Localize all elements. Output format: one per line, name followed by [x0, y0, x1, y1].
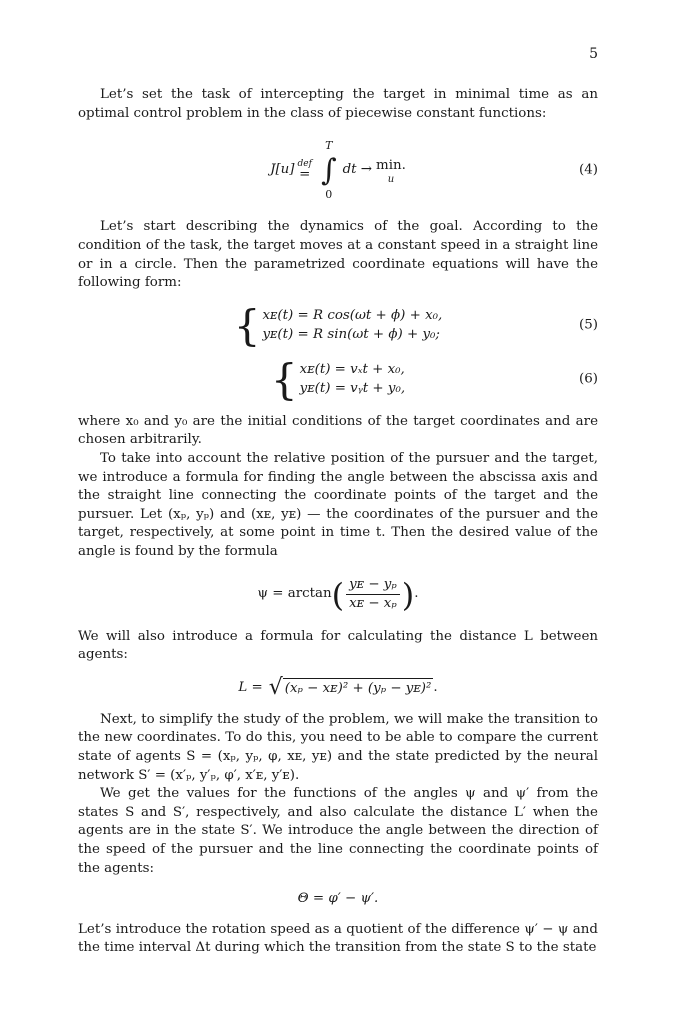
dist-lhs: L = [238, 679, 263, 695]
paragraph: Let’s introduce the rotation speed as a quotient of the difference ψ′ − ψ and the time interval Δt during which the transition from the state S to the state [78, 921, 598, 956]
min-operator: min. u [376, 158, 406, 186]
equation-distance: L = √ (xₚ − xᴇ)² + (yₚ − yᴇ)² . [238, 674, 438, 700]
eq6-line1: xᴇ(t) = vₓt + x₀, [299, 362, 405, 378]
left-brace: { [270, 354, 298, 404]
equation-4 [78, 137, 598, 204]
equation-number: (5) [579, 317, 598, 333]
paragraph: Let’s start describing the dynamics of the goal. According to the condition of the task, the target moves at a constant speed in a straight line or in a circle. Then the parametrized coordinate equations will have the following form: [78, 219, 598, 291]
eq5-line2: yᴇ(t) = R sin(ωt + ϕ) + y₀; [262, 326, 440, 342]
equation-6 [78, 354, 598, 404]
eq4-lhs: J[u] [270, 162, 295, 178]
equation-number: (6) [579, 371, 598, 387]
eq5-line1: xᴇ(t) = R cos(ωt + ϕ) + x₀, [262, 308, 443, 324]
eq4-body: dt → [342, 162, 373, 178]
paragraph: Next, to simplify the study of the problem, we will make the transition to the new coordinates. To do this, you need to be able to compare the current state of agents S = (xₚ, yₚ, φ, xᴇ, yᴇ) and the state predicted by the neural network S′ = (x′ₚ, y′ₚ, φ′, x′ᴇ, y′ᴇ). [78, 711, 598, 783]
equation-number: (4) [579, 162, 598, 178]
paragraph: To take into account the relative position of the pursuer and the target, we introduce a formula for finding the angle between the abscissa axis and the straight line connecting the coordinate points of the target and the pursuer. Let (xₚ, yₚ) and (xᴇ, yᴇ) — the coordinates of the pursuer and the target, respectively, at some point in time t. Then the desired value of the angle is found by the formula [78, 450, 598, 559]
paragraph: Let’s set the task of intercepting the target in minimal time as an optimal control problem in the class of piecewise constant functions: [78, 87, 598, 121]
equation-psi: ψ = arctan ( $\frac{\text{yᴇ − yₚ}}{\text{xᴇ − xₚ}}$ ) . [257, 575, 419, 614]
def-equals: def = [297, 158, 312, 182]
sqrt: √ (xₚ − xᴇ)² + (yₚ − yᴇ)² [268, 674, 432, 700]
psi-fraction: $\frac{\text{yᴇ − yₚ}}{\text{xᴇ − xₚ}}$ [346, 576, 400, 614]
left-brace: { [233, 300, 261, 350]
integral-sign: T ∫ 0 [320, 139, 337, 201]
paragraph: We get the values for the functions of the angles ψ and ψ′ from the states S and S′, respectively, and also calculate the distance L′ when the agents are in the state S′. We introduce the angle between the direction of the speed of the pursuer and the line connecting the coordinate points of the agents: [78, 786, 598, 876]
paragraph: We will also introduce a formula for calculating the distance L between agents: [78, 628, 598, 663]
page-number: 5 [589, 46, 598, 62]
psi-lhs: ψ = arctan [257, 586, 332, 602]
eq6-line2: yᴇ(t) = vᵧt + y₀, [299, 380, 406, 396]
equation-theta: Θ = φ′ − ψ′. [297, 891, 379, 907]
paragraph: where x₀ and y₀ are the initial conditions of the target coordinates and are chosen arbitrarily. [78, 413, 598, 448]
equation-5 [78, 300, 598, 350]
page-body [78, 86, 598, 958]
